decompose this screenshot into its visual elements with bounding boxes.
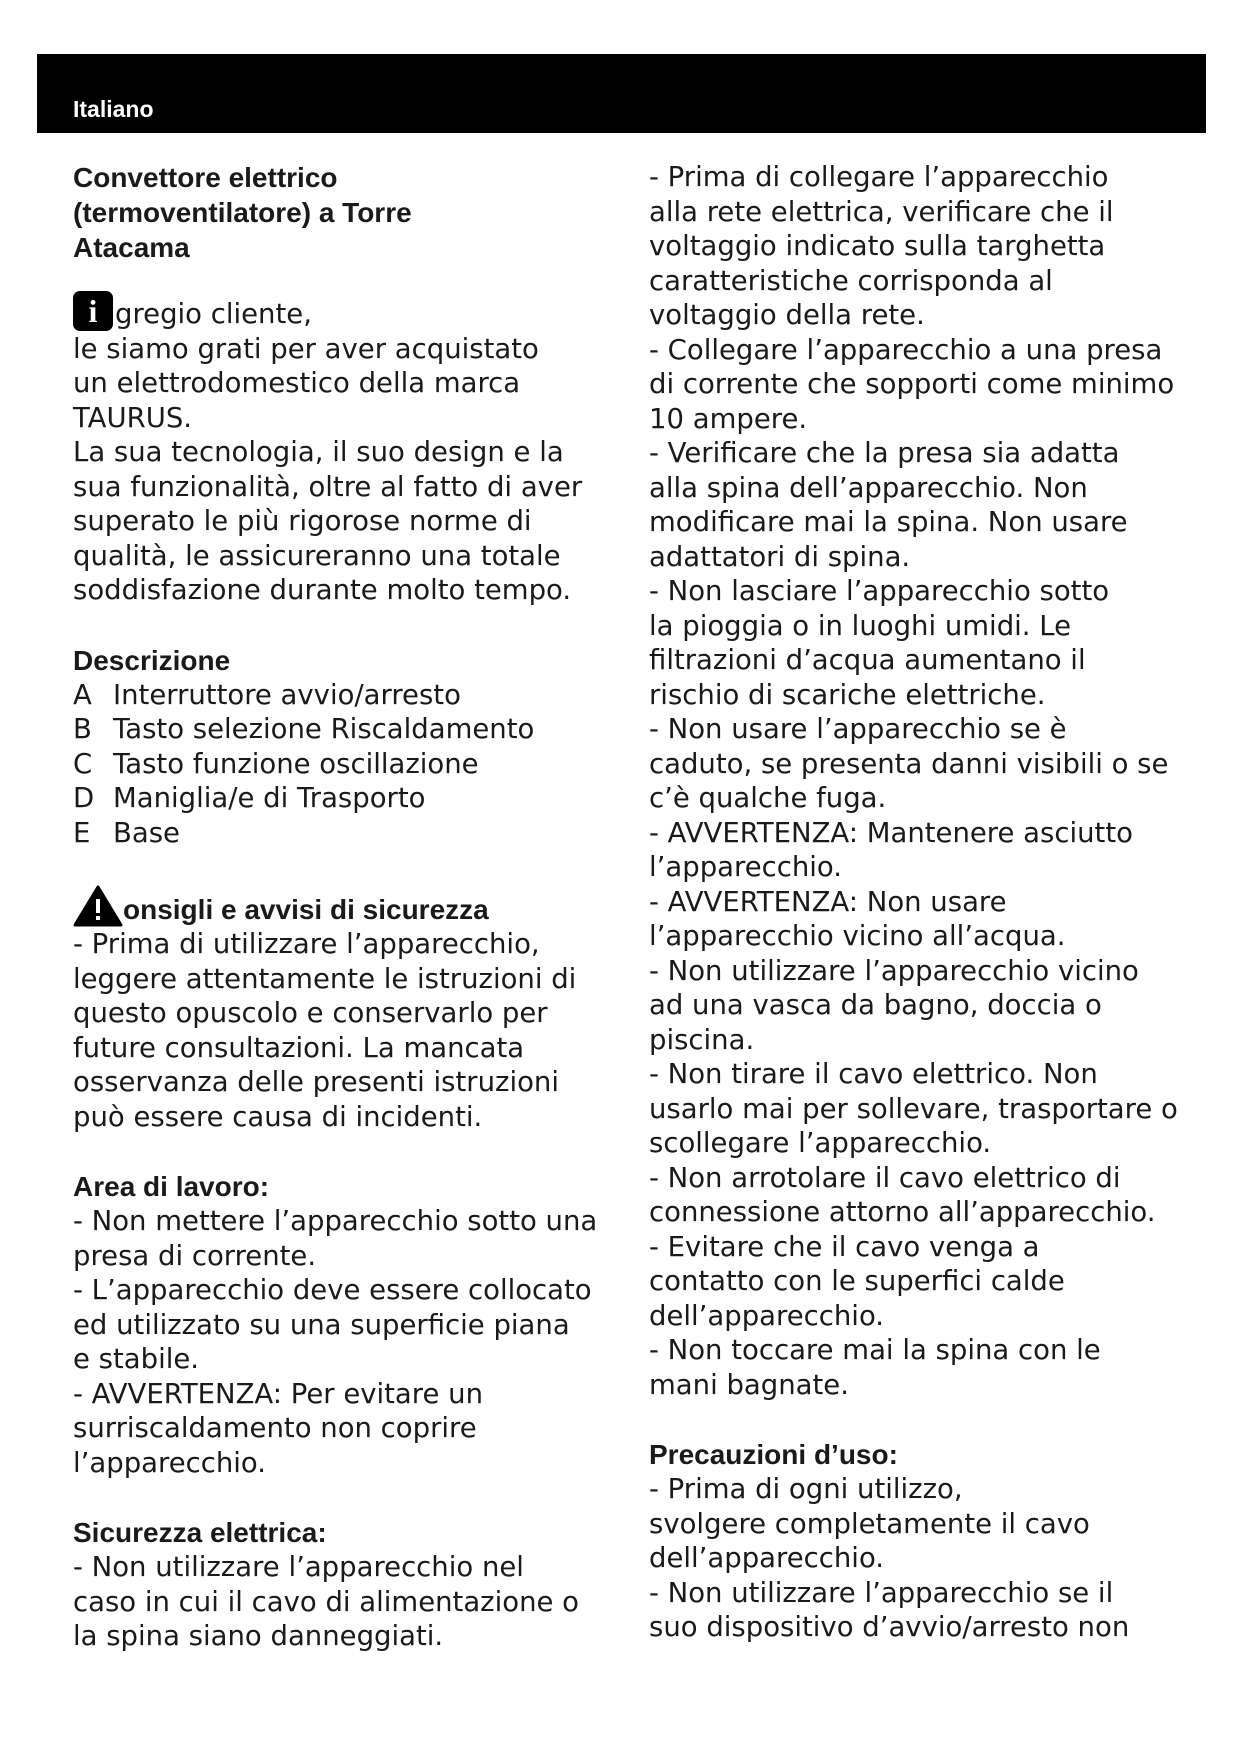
text-line: scollegare l’apparecchio. — [649, 1127, 992, 1159]
text-line: filtrazioni d’acqua aumentano il — [649, 644, 1086, 676]
list-item — [73, 816, 613, 851]
text-line: - AVVERTENZA: Mantenere asciutto — [649, 816, 1133, 849]
text-line: - Prima di collegare l’apparecchio — [649, 161, 1109, 193]
left-column — [73, 160, 613, 1654]
description-list — [73, 678, 613, 851]
text-line: - Non lasciare l’apparecchio sotto — [649, 575, 1110, 607]
electrical-heading: Sicurezza elettrica: — [73, 1517, 327, 1548]
text-line: - Prima di ogni utilizzo, — [649, 1473, 963, 1505]
text-line: leggere attentamente le istruzioni di — [73, 962, 577, 995]
description-heading: Descrizione — [73, 644, 231, 676]
text-line: connessione attorno all’apparecchio. — [649, 1196, 1156, 1228]
list-item — [73, 712, 613, 747]
text-line: - Evitare che il cavo venga a — [649, 1230, 1040, 1263]
intro-line: La sua tecnologia, il suo design e la — [73, 436, 564, 468]
text-line: alla spina dell’apparecchio. Non — [649, 471, 1088, 504]
info-icon: i — [73, 291, 113, 331]
text-line: l’apparecchio vicino all’acqua. — [649, 920, 1066, 952]
work-area-heading: Area di lavoro: — [73, 1171, 270, 1202]
text-line: caso in cui il cavo di alimentazione o — [73, 1585, 579, 1618]
item-label: Base — [113, 816, 180, 849]
intro-line: superato le più rigorose norme di — [73, 505, 532, 537]
text-line: - Non utilizzare l’apparecchio se il — [649, 1576, 1114, 1609]
intro-line: qualità, le assicureranno una totale — [73, 539, 561, 572]
safety-heading-text: onsigli e avvisi di sicurezza — [123, 894, 489, 925]
text-line: surriscaldamento non coprire — [73, 1412, 477, 1444]
text-line: piscina. — [649, 1023, 755, 1056]
text-line: usarlo mai per sollevare, trasportare o — [649, 1092, 1178, 1125]
text-line: suo dispositivo d’avvio/arresto non — [649, 1611, 1130, 1643]
text-line: modificare mai la spina. Non usare — [649, 506, 1128, 538]
intro-line: un elettrodomestico della marca — [73, 367, 521, 399]
salutation-line — [73, 291, 613, 332]
warning-icon — [73, 885, 123, 927]
text-line: di corrente che sopporti come minimo — [649, 368, 1175, 400]
item-letter: E — [73, 816, 91, 849]
safety-heading — [73, 885, 613, 927]
text-line: - Non arrotolare il cavo elettrico di — [649, 1161, 1121, 1194]
text-line: può essere causa di incidenti. — [73, 1100, 483, 1133]
text-line: presa di corrente. — [73, 1239, 317, 1272]
text-line: - AVVERTENZA: Per evitare un — [73, 1377, 484, 1410]
text-line: - Non usare l’apparecchio se è — [649, 713, 1067, 745]
precautions-heading: Precauzioni d’uso: — [649, 1439, 898, 1470]
text-line: - Prima di utilizzare l’apparecchio, — [73, 928, 540, 960]
work-area-text — [73, 1204, 613, 1480]
item-label: Interruttore avvio/arresto — [113, 678, 461, 711]
product-title — [73, 160, 613, 265]
intro-line: TAURUS. — [73, 401, 193, 434]
electrical-text — [73, 1550, 613, 1654]
header-bar — [37, 54, 1206, 133]
list-item — [73, 781, 613, 816]
text-line: future consultazioni. La mancata — [73, 1031, 525, 1064]
item-label: Tasto selezione Riscaldamento — [113, 713, 535, 745]
list-item — [73, 678, 613, 713]
item-letter: C — [73, 747, 93, 780]
text-line: alla rete elettrica, verificare che il — [649, 195, 1114, 228]
precautions-text — [649, 1472, 1189, 1645]
salutation-text: gregio cliente, — [115, 298, 312, 330]
item-letter: D — [73, 782, 95, 814]
text-line: adattatori di spina. — [649, 540, 911, 573]
title-line: (termoventilatore) a Torre — [73, 197, 412, 228]
text-line: dell’apparecchio. — [649, 1542, 885, 1574]
text-line: questo opuscolo e conservarlo per — [73, 997, 548, 1029]
intro-section — [73, 291, 613, 608]
text-line: voltaggio della rete. — [649, 299, 925, 331]
right-column — [649, 160, 1189, 1645]
text-line: - Non mettere l’apparecchio sotto una — [73, 1205, 598, 1237]
text-line: la spina siano danneggiati. — [73, 1620, 444, 1652]
text-line: osservanza delle presenti istruzioni — [73, 1066, 559, 1098]
text-line: voltaggio indicato sulla targhetta — [649, 230, 1106, 262]
item-label: Tasto funzione oscillazione — [113, 747, 479, 780]
text-line: l’apparecchio. — [649, 851, 843, 883]
item-label: Maniglia/e di Trasporto — [113, 782, 426, 814]
text-line: - Non utilizzare l’apparecchio nel — [73, 1551, 524, 1583]
text-line: la pioggia o in luoghi umidi. Le — [649, 609, 1072, 642]
text-line: rischio di scariche elettriche. — [649, 678, 1046, 711]
list-item — [73, 747, 613, 782]
text-line: contatto con le superfici calde — [649, 1265, 1065, 1297]
text-line: - Collegare l’apparecchio a una presa — [649, 333, 1163, 366]
electrical-continued — [649, 160, 1189, 1402]
text-line: - AVVERTENZA: Non usare — [649, 885, 1007, 918]
text-line: l’apparecchio. — [73, 1446, 267, 1479]
item-letter: A — [73, 678, 92, 711]
text-line: mani bagnate. — [649, 1368, 849, 1401]
title-line: Atacama — [73, 232, 190, 263]
intro-line: sua funzionalità, oltre al fatto di aver — [73, 470, 583, 503]
text-line: caduto, se presenta danni visibili o se — [649, 747, 1169, 780]
text-line: ed utilizzato su una superficie piana — [73, 1308, 570, 1341]
text-line: - Non utilizzare l’apparecchio vicino — [649, 954, 1139, 987]
text-line: e stabile. — [73, 1343, 200, 1375]
text-line: c’è qualche fuga. — [649, 782, 887, 814]
text-line: ad una vasca da bagno, doccia o — [649, 989, 1102, 1021]
text-line: - L’apparecchio deve essere collocato — [73, 1274, 592, 1306]
language-label: Italiano — [73, 96, 154, 122]
text-line: - Verificare che la presa sia adatta — [649, 437, 1120, 469]
title-line: Convettore elettrico — [73, 162, 338, 193]
text-line: - Non toccare mai la spina con le — [649, 1334, 1101, 1366]
text-line: dell’apparecchio. — [649, 1299, 885, 1332]
intro-line: soddisfazione durante molto tempo. — [73, 574, 572, 606]
intro-line: le siamo grati per aver acquistato — [73, 332, 539, 365]
text-line: svolgere completamente il cavo — [649, 1507, 1090, 1540]
safety-text — [73, 927, 613, 1134]
text-line: caratteristiche corrisponda al — [649, 264, 1053, 297]
text-line: - Non tirare il cavo elettrico. Non — [649, 1058, 1098, 1090]
item-letter: B — [73, 713, 92, 745]
text-line: 10 ampere. — [649, 402, 808, 435]
